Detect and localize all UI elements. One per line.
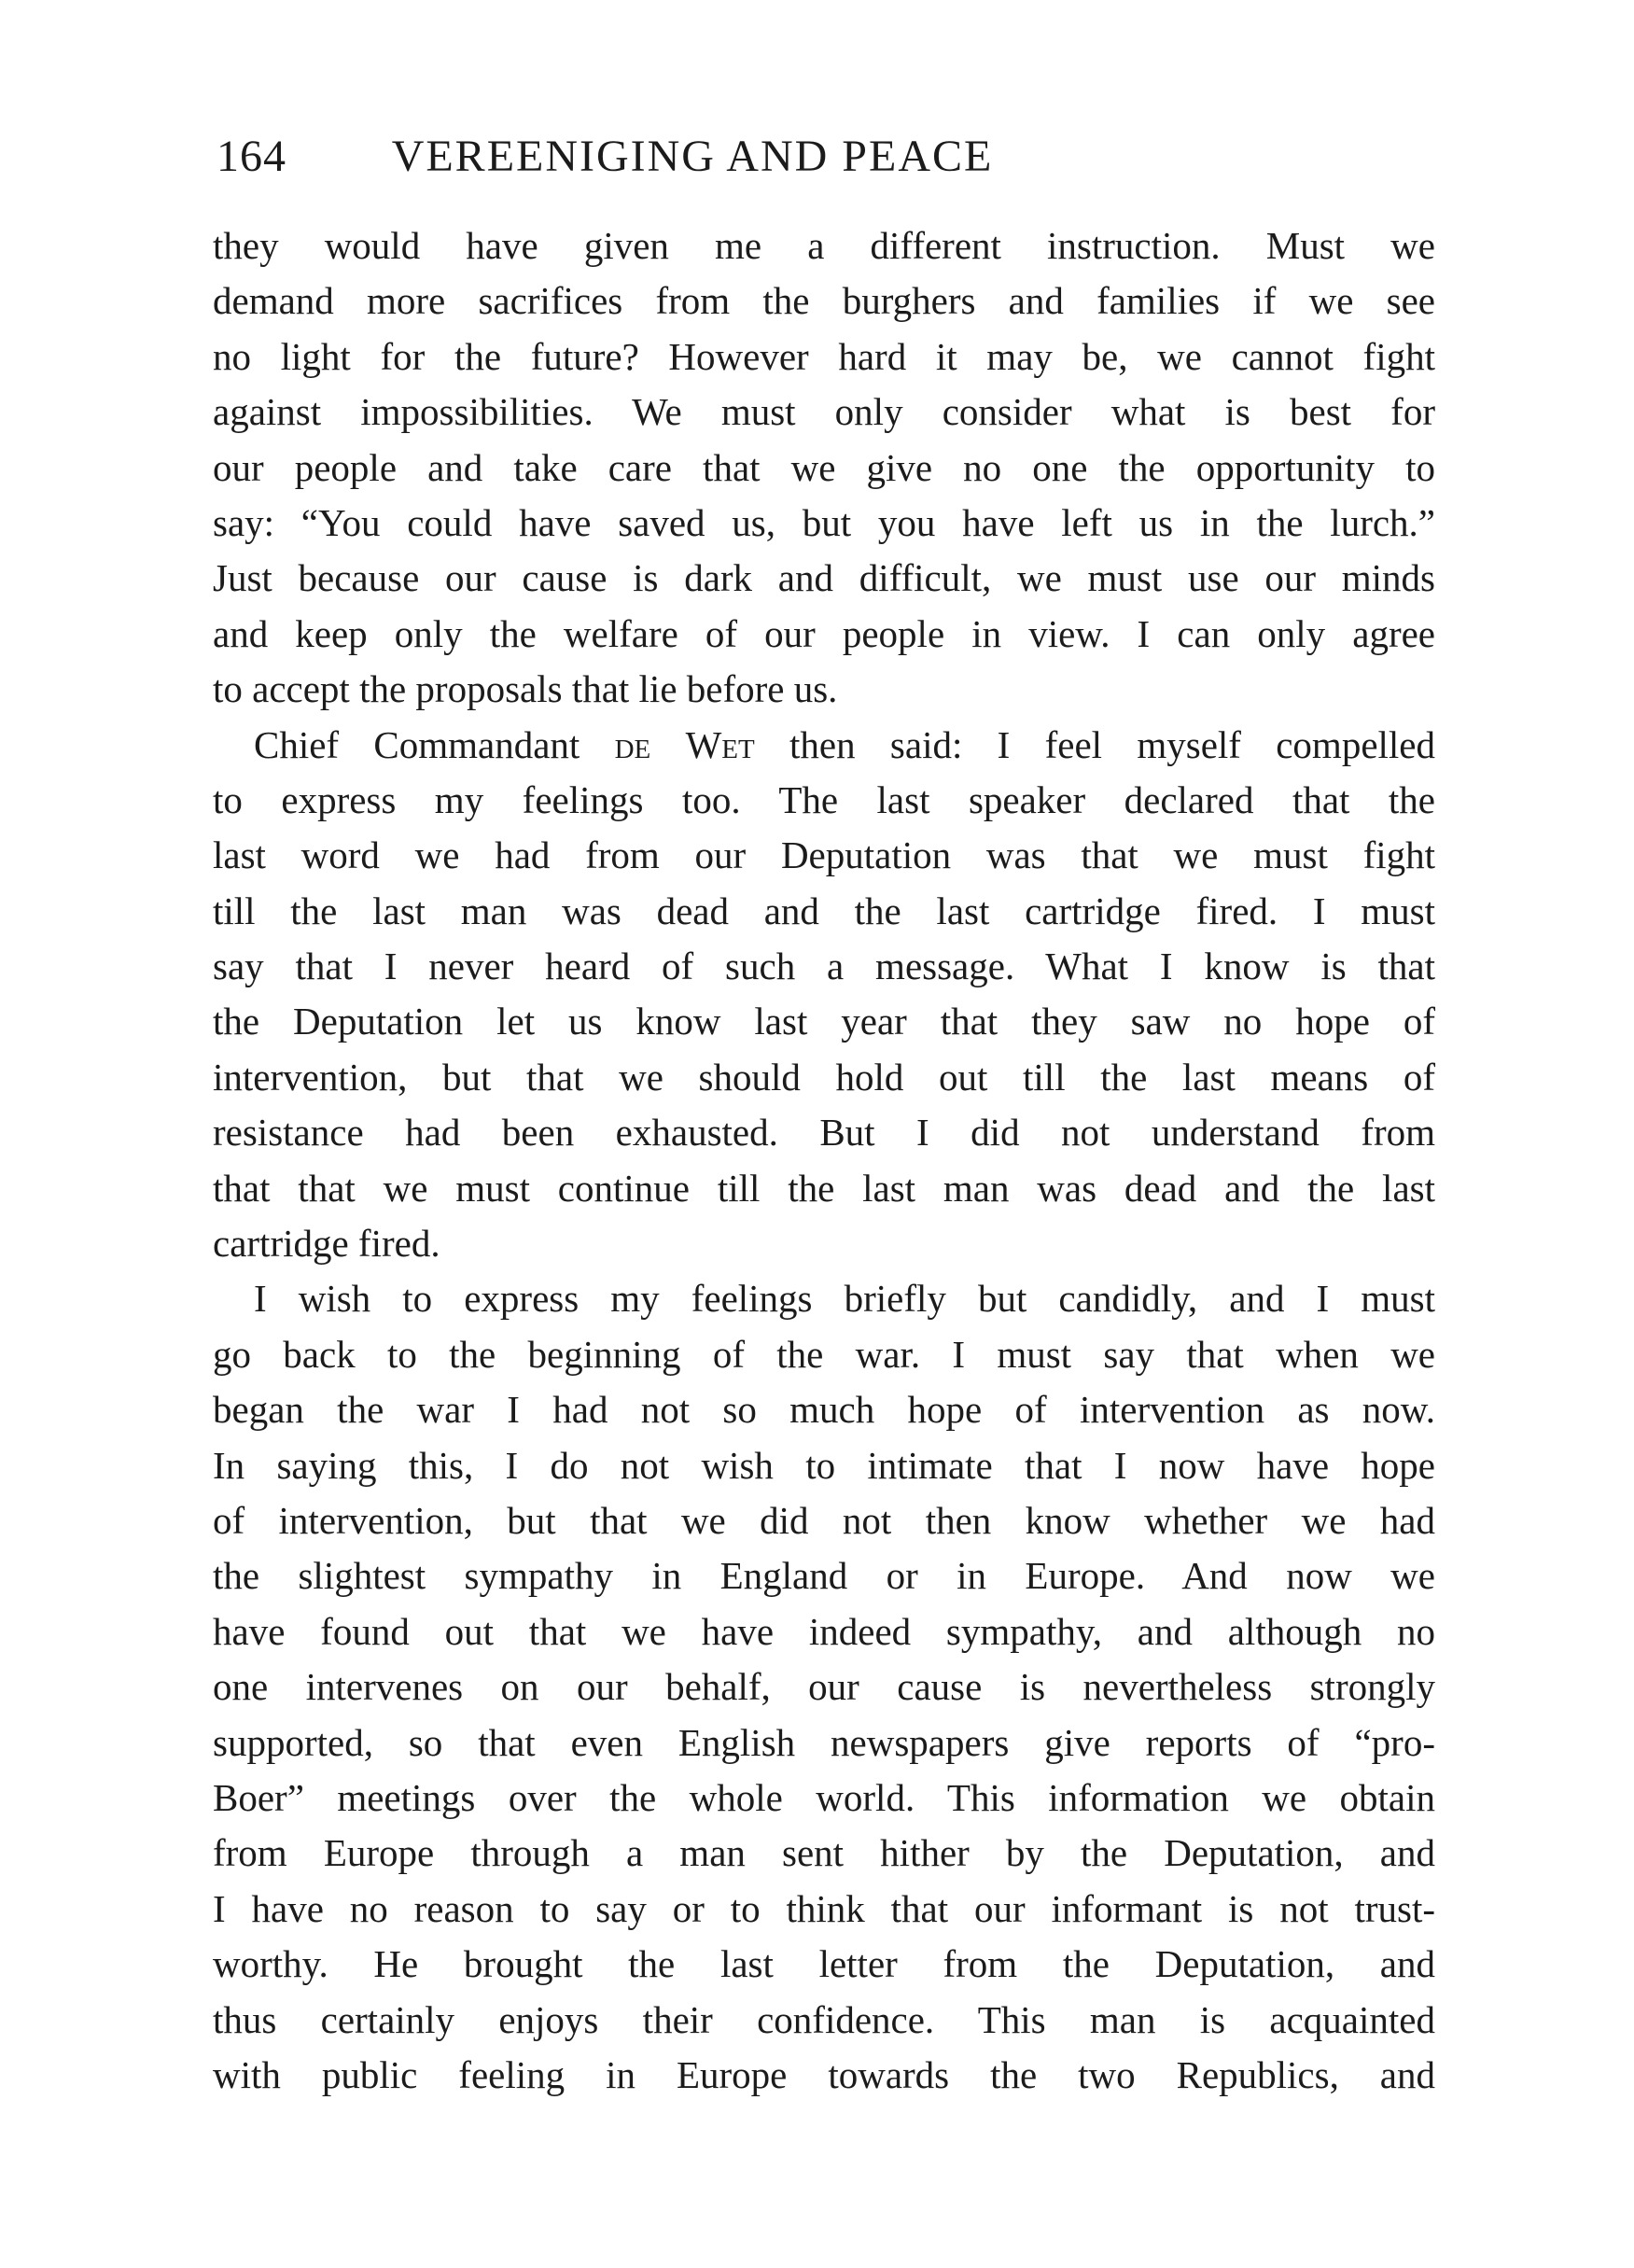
text-line-paragraph-end: cartridge fired.	[213, 1222, 440, 1266]
de-wet-line-prefix: Chief Commandant	[254, 722, 615, 766]
text-line: last word we had from our Deputation was that we must fight	[213, 833, 1435, 877]
text-line: and keep only the welfare of our people in view. I can only agree	[213, 611, 1435, 655]
text-line: till the last man was dead and the last cartridge fired. I must	[213, 889, 1435, 932]
text-line: In saying this, I do not wish to intimate that I now have hope	[213, 1443, 1435, 1487]
speaker-name-wet: Wet	[685, 722, 755, 766]
text-line: have found out that we have indeed sympathy, and although no	[213, 1609, 1435, 1653]
text-line: to express my feelings too. The last speaker declared that the	[213, 777, 1435, 821]
text-line: I have no reason to say or to think that our informant is not trust-	[213, 1886, 1435, 1930]
text-line: no light for the future? However hard it may be, we cannot fight	[213, 334, 1435, 378]
text-line: our people and take care that we give no one the opportunity to	[213, 445, 1435, 489]
text-line: go back to the beginning of the war. I must say that when we	[213, 1332, 1435, 1376]
page-number: 164	[216, 132, 286, 181]
speaker-name-de: de	[614, 722, 651, 766]
body-text	[213, 218, 1435, 2103]
running-title: VEREENIGING AND PEACE	[391, 132, 994, 181]
text-line: demand more sacrifices from the burghers and families if we see	[213, 279, 1435, 323]
text-line: resistance had been exhausted. But I did not understand from	[213, 1111, 1435, 1155]
text-line: with public feeling in Europe towards the two Republics, and	[213, 2052, 1435, 2096]
text-line: the Deputation let us know last year that they saw no hope of	[213, 1000, 1435, 1043]
text-line: thus certainly enjoys their confidence. This man is acquainted	[213, 1997, 1435, 2041]
text-line: say: “You could have saved us, but you have left us in the lurch.”	[213, 500, 1435, 544]
text-line: they would have given me a different instruction. Must we	[213, 224, 1435, 267]
text-line: intervention, but that we should hold out till the last means of	[213, 1055, 1435, 1099]
text-line: I wish to express my feelings briefly but candidly, and I must	[254, 1277, 1435, 1321]
text-line: the slightest sympathy in England or in Europe. And now we	[213, 1554, 1435, 1598]
text-line: Just because our cause is dark and difficult, we must use our minds	[213, 556, 1435, 600]
text-line: one intervenes on our behalf, our cause is nevertheless strongly	[213, 1665, 1435, 1709]
text-line: worthy. He brought the last letter from the Deputation, and	[213, 1942, 1435, 1986]
page-header	[216, 131, 1168, 196]
text-line-paragraph-end: to accept the proposals that lie before us.	[213, 667, 838, 711]
text-line: Boer” meetings over the whole world. This information we obtain	[213, 1775, 1435, 1819]
text-line: of intervention, but that we did not then know whether we had	[213, 1498, 1435, 1542]
text-line: against impossibilities. We must only consider what is best for	[213, 390, 1435, 434]
de-wet-line-suffix: then said: I feel myself compelled	[754, 722, 1435, 766]
text-line: from Europe through a man sent hither by the Deputation, and	[213, 1831, 1435, 1875]
text-line: say that I never heard of such a message. What I know is that	[213, 945, 1435, 988]
text-line: supported, so that even English newspapers give reports of “pro-	[213, 1720, 1435, 1764]
text-line-de-wet	[213, 718, 1435, 773]
text-line: began the war I had not so much hope of intervention as now.	[213, 1388, 1435, 1432]
text-line: that that we must continue till the last man was dead and the last	[213, 1166, 1435, 1210]
